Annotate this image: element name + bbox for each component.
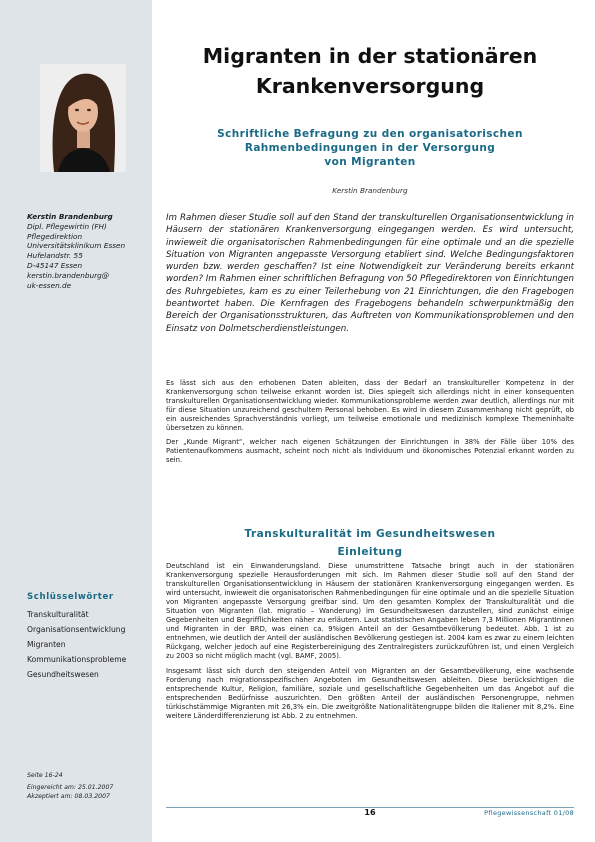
abstract: Im Rahmen dieser Studie soll auf den Stand der transkulturellen Organisationsentwicklung in Häusern der stationären Krankenversorgung eingegangen werden. Es wird untersucht, inwieweit die organisatorischen Rahmenbedingungen für eine optimale und an die spezielle Situation von Migranten angepasste Versorgung etabliert sind. Welche Bedingungsfaktoren wurden bzw. werden geschaffen? Ist eine Notwendigkeit zur Veränderung bereits erkannt worden? Im Rahmen einer schriftlichen Befragung von 50 Pflegedirektoren von Einrichtungen des Ruhrgebietes, kam es zu einer Teilerhebung von 21 Einrichtungen, die den Fragebogen beantwortet haben. Die Kernfragen des Fragebogens behandeln schwerpunktmäßig den Bereich der Organisationsstrukturen, das Auftreten von Kommunikationsproblemen und den Einsatz von Dolmetscherdienstleistungen. — [166, 213, 575, 334]
article-subtitle-line: Schriftliche Befragung zu den organisatorischen — [217, 128, 523, 140]
author-email-line1: kerstin.brandenburg@ — [27, 270, 110, 280]
body-paragraph: Es lässt sich aus den erhobenen Daten ableiten, dass der Bedarf an transkultureller Kompetenz in der Krankenversorgung schon teilweise erkannt worden ist. Dies spiegelt sich allerdings nicht in einer konsequenten transkulturellen Organisationsentwicklung wieder. Kommunikationsprobleme werden zwar deutlich, allerdings nur mit für diese Situation unzureichend geschultem Personal behoben. Es wird in diesem Zusammenhang nicht geprüft, ob ein ausreichendes Sprachverständnis vorliegt, um teilweise emotionale und medizinisch komplexe Themeninhalte übersetzen zu können. — [166, 379, 574, 433]
section-subtitle: Einleitung — [337, 546, 403, 558]
article-title-line: Krankenversorgung — [255, 74, 485, 98]
journal-name: Pflegewissenschaft 01/08 — [484, 809, 574, 817]
page-range: Seite 16-24 — [27, 772, 63, 779]
sidebar — [0, 0, 152, 842]
author-department: Pflegedirektion — [27, 231, 83, 241]
received-date: Eingereicht am: 25.01.2007 — [27, 784, 114, 791]
author-institution: Universitätsklinikum Essen — [27, 241, 126, 251]
keywords-title: Schlüsselwörter — [27, 592, 114, 602]
author-name: Kerstin Brandenburg — [27, 212, 113, 221]
body-section — [166, 562, 574, 726]
article-title — [170, 41, 570, 101]
section-heading — [166, 525, 574, 561]
author-street: Hufelandstr. 55 — [27, 251, 83, 261]
page-number: 16 — [364, 808, 376, 817]
article-subtitle-line: Rahmenbedingungen in der Versorgung — [244, 142, 496, 154]
article-title-line: Migranten in der stationären — [202, 44, 538, 68]
article-subtitle-line: von Migranten — [324, 156, 416, 168]
keyword-item: Kommunikationsprobleme — [27, 655, 127, 664]
keywords-box — [27, 592, 151, 682]
author-city: D-45147 Essen — [27, 260, 83, 270]
section-title: Transkulturalität im Gesundheitswesen — [244, 528, 496, 540]
keyword-item: Transkulturalität — [27, 610, 89, 619]
accepted-date: Akzeptiert am: 08.03.2007 — [27, 793, 110, 800]
article-subtitle — [170, 127, 570, 169]
keyword-item: Gesundheitswesen — [27, 670, 99, 679]
body-paragraph: Der „Kunde Migrant“, welcher nach eigenen Schätzungen der Einrichtungen in 38% der Fälle über 10% des Patientenaufkommens ausmacht, scheint noch nicht als Individuum und ökonomisches Potenzial erkannt worden zu sein. — [166, 438, 574, 465]
author-degree: Dipl. Pflegewirtin (FH) — [27, 221, 107, 231]
author-portrait-image — [40, 64, 126, 172]
author-contact — [27, 212, 149, 290]
body-paragraph: Deutschland ist ein Einwanderungsland. Diese unumstrittene Tatsache bringt auch in der stationären Krankenversorgung spezielle Herausforderungen mit sich. Im Rahmen dieser Studie soll auf den Stand der transkulturellen Organisationsentwicklung in Häusern der stationären Krankenversorgung eingegangen werden. Es wird untersucht, inwieweit die organisatorischen Rahmenbedingungen für eine optimale und an die spezielle Situation von Migranten angepasste Versorgung greifbar sind. Um den gesamten Komplex der Transkulturalität und die Situation von Migranten (lat. migratio – Wanderung) im Gesundheitswesen darzustellen, sind zunächst einige Gegebenheiten und Begrifflichkeiten näher zu erläutern. Laut statistischen Angaben leben 7,3 Millionen MigrantInnen und Migranten in der BRD, was einen ca. 9%igen Anteil an der Gesamtbevölkerung bedeutet. Abb. 1 ist zu entnehmen, wie deutlich der Anteil der ausländischen Bevölkerung gestiegen ist. 2004 kam es zwar zu einem leichten Rückgang, welcher jedoch auf eine Registerbereinigung des Zentralregisters zurückzuführen ist, und einen Vergleich zu 2003 so nicht möglich macht (vgl. BAMF, 2005). — [166, 562, 574, 661]
byline: Kerstin Brandenburg — [332, 186, 408, 195]
keyword-item: Migranten — [27, 640, 66, 649]
body-paragraph: Insgesamt lässt sich durch den steigenden Anteil von Migranten an der Gesamtbevölkerung, eine wachsende Forderung nach migrationsspezifischen Angeboten im Gesundheitswesen ableiten. Diese berücksichtigen die entsprechende Kultur, Religion, familiäre, soziale und gesellschaftliche Gegebenheiten um das Angebot auf die entsprechenden Bedürfnisse auszurichten. Den größten Anteil der ausländischen Personengruppe, nehmen türkischstämmige Migranten mit 26,3% ein. Die zweitgrößte Nationalitätengruppe bilden die Italiener mit 8,2%. Eine weitere Länderdifferenzierung ist Abb. 2 zu entnehmen. — [166, 666, 574, 720]
body-intro — [166, 379, 574, 470]
author-email-line2: uk-essen.de — [27, 280, 72, 290]
keyword-item: Organisationsentwicklung — [27, 625, 126, 634]
author-photo — [40, 64, 126, 172]
article-meta — [27, 771, 151, 801]
